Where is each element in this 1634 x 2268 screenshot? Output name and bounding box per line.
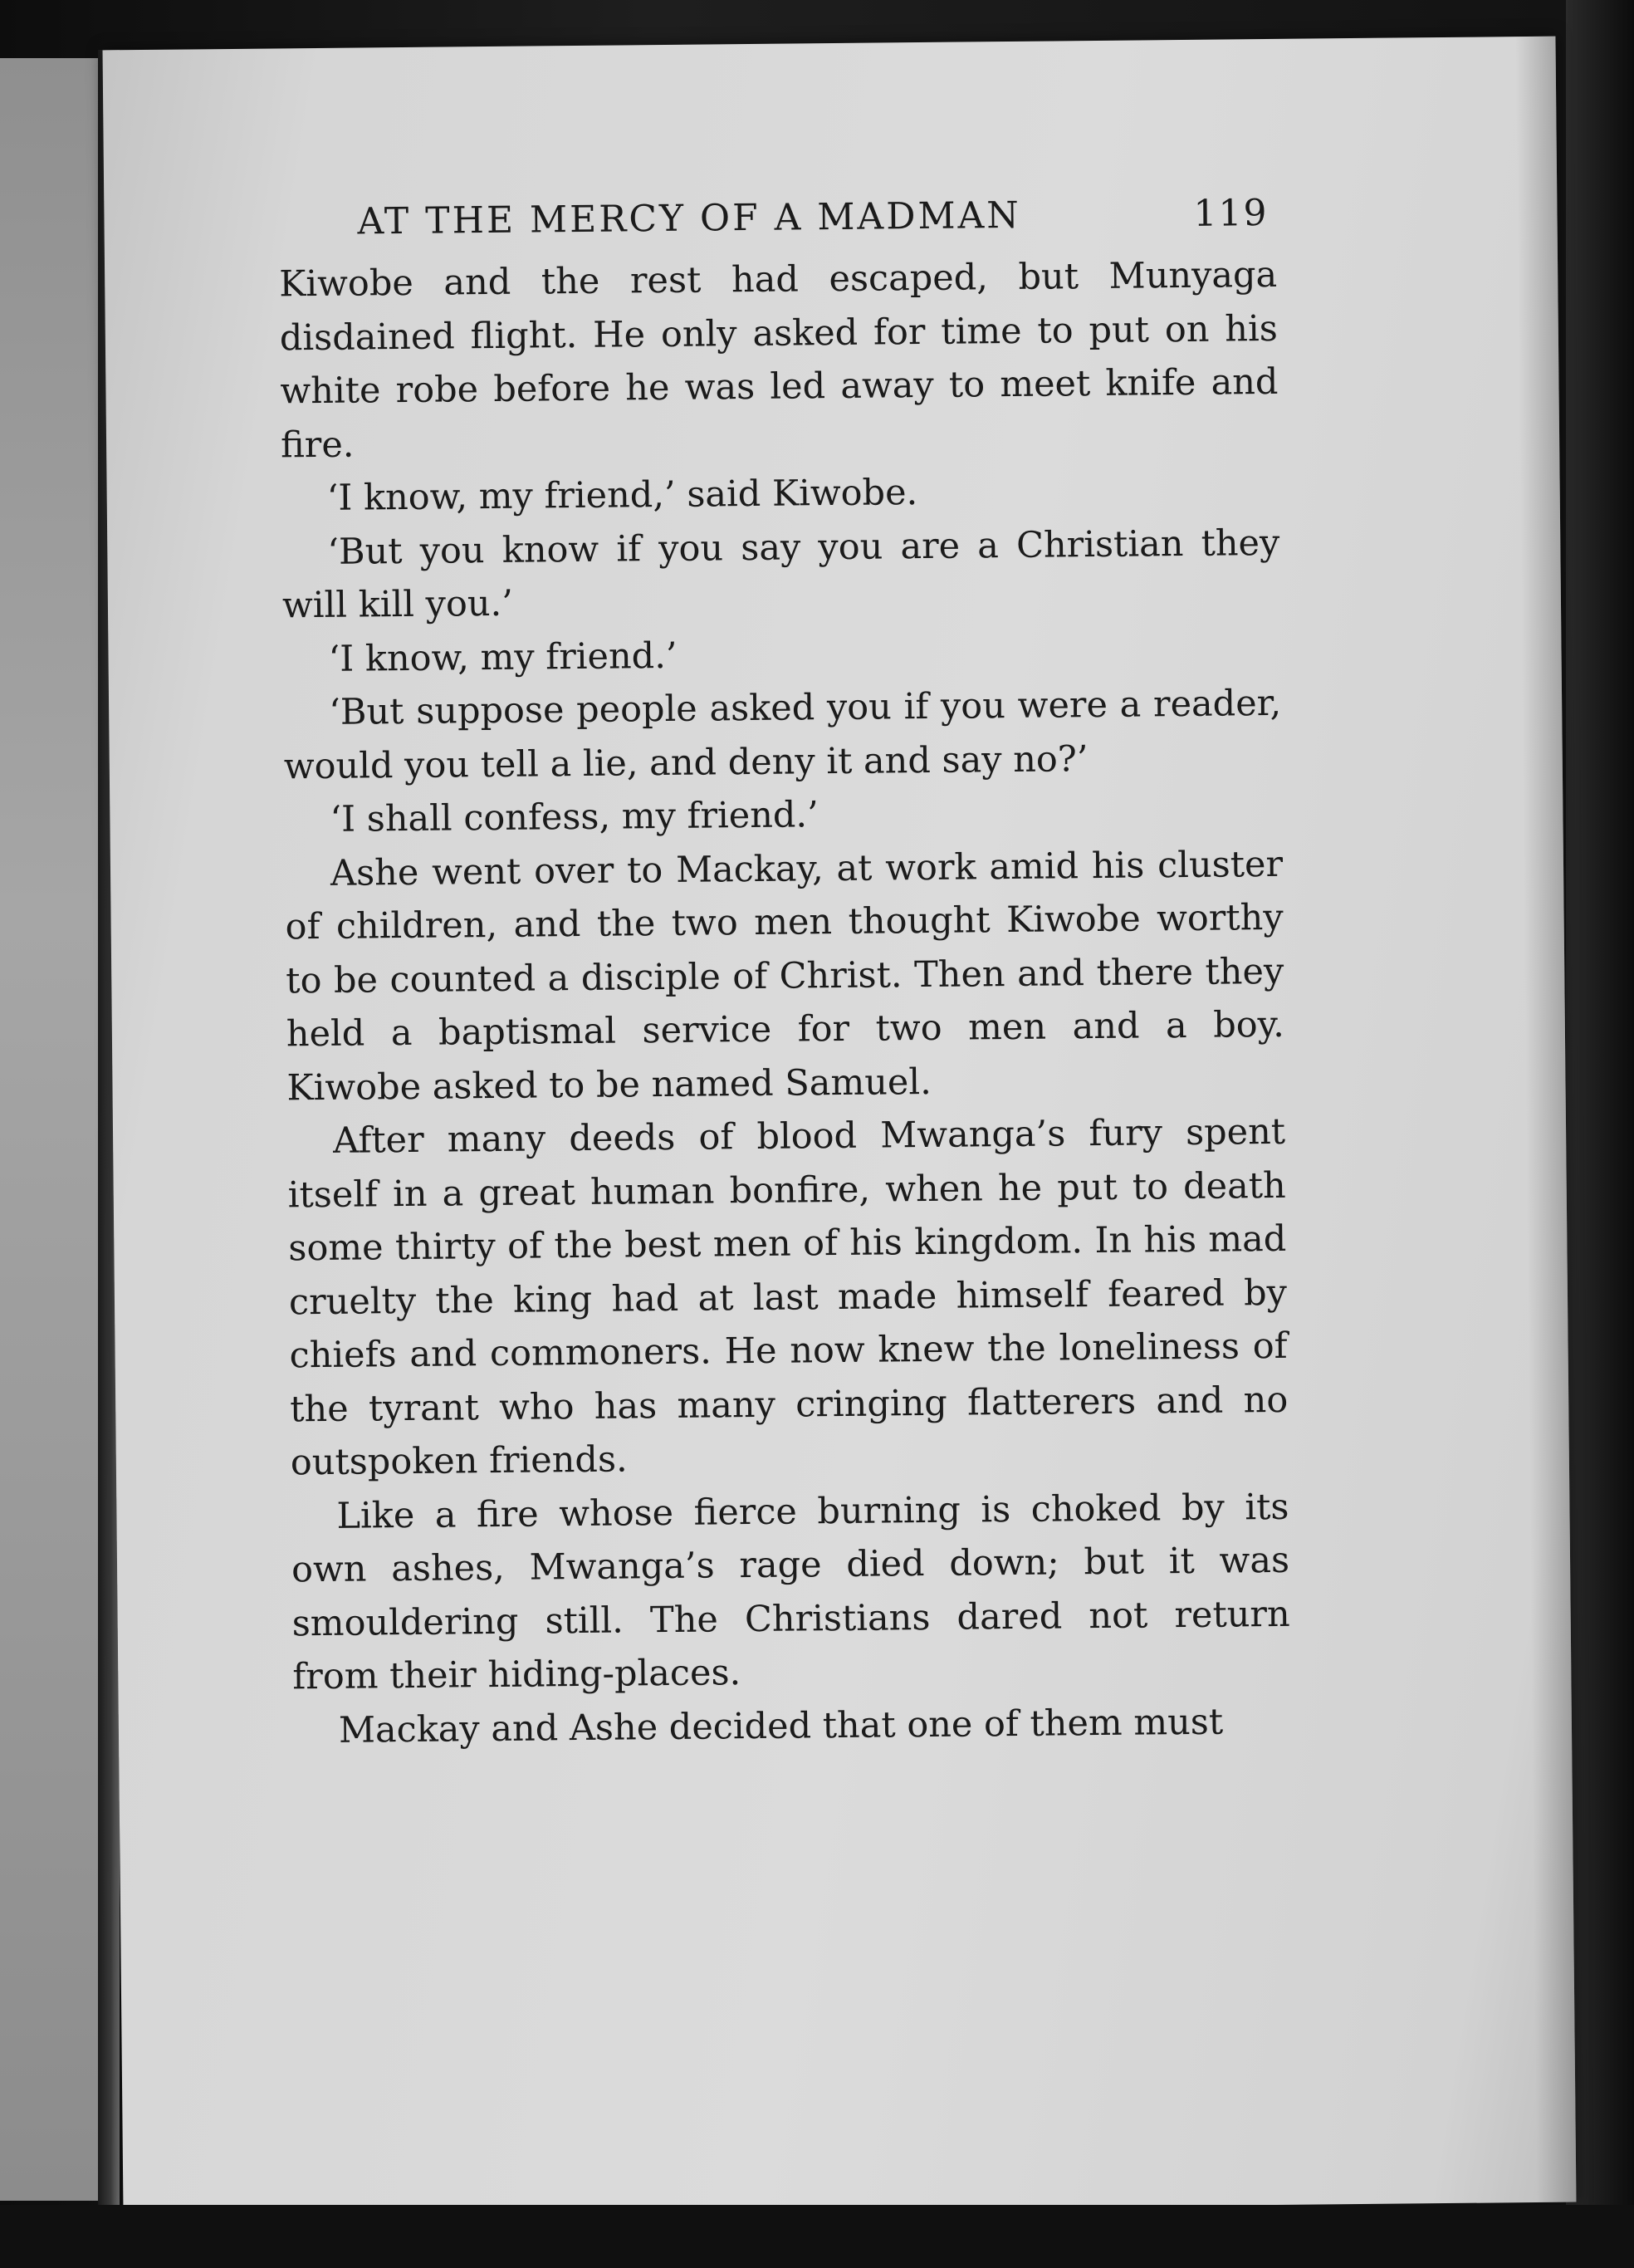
- book-cover-edge: [1566, 0, 1634, 2268]
- book-page: [103, 37, 1577, 2217]
- paragraph: ‘I shall confess, my friend.’: [330, 794, 819, 840]
- paragraph: ‘I know, my friend,’ said Kiwobe.: [326, 472, 918, 519]
- paragraph: ‘But suppose people asked you if you were a reader, would you tell a lie, and deny it and say no?’: [283, 682, 1282, 787]
- paragraph: ‘But you know if you say you are a Christian they will kill you.’: [281, 522, 1280, 627]
- scan-bottom-border: [0, 2205, 1634, 2268]
- facing-page-edge: [0, 58, 106, 2201]
- page-number: 119: [1193, 191, 1269, 235]
- paragraph: Kiwobe and the rest had escaped, but Munyaga disdained flight. He only asked for time to put on his white robe before he was led away to meet knife and fire.: [278, 253, 1279, 466]
- paragraph: ‘I know, my friend.’: [328, 634, 678, 680]
- text-block: [278, 179, 1291, 1757]
- running-head: [278, 179, 1277, 258]
- paragraph: Mackay and Ashe decided that one of them must: [338, 1701, 1224, 1751]
- paragraph: Ashe went over to Mackay, at work amid his cluster of children, and the two men thought Kiwobe worthy to be counted a disciple of Christ. Then and there they held a baptismal service for two men and a boy. Kiwobe asked to be named Samuel.: [285, 843, 1285, 1109]
- running-title: AT THE MERCY OF A MADMAN: [357, 193, 1022, 243]
- paragraph: After many deeds of blood Mwanga’s fury spent itself in a great human bonfire, when he put to death some thirty of the best men of his kingdom. In his mad cruelty the king had at last made himself feared by chiefs and commoners. He now knew the loneliness of the tyrant who has many cringing flatterers and no outspoken friends.: [287, 1110, 1289, 1484]
- paragraph: Like a fire whose fierce burning is choked by its own ashes, Mwanga’s rage died down; but it was smouldering still. The Christians dared not return from their hiding-places.: [291, 1486, 1290, 1698]
